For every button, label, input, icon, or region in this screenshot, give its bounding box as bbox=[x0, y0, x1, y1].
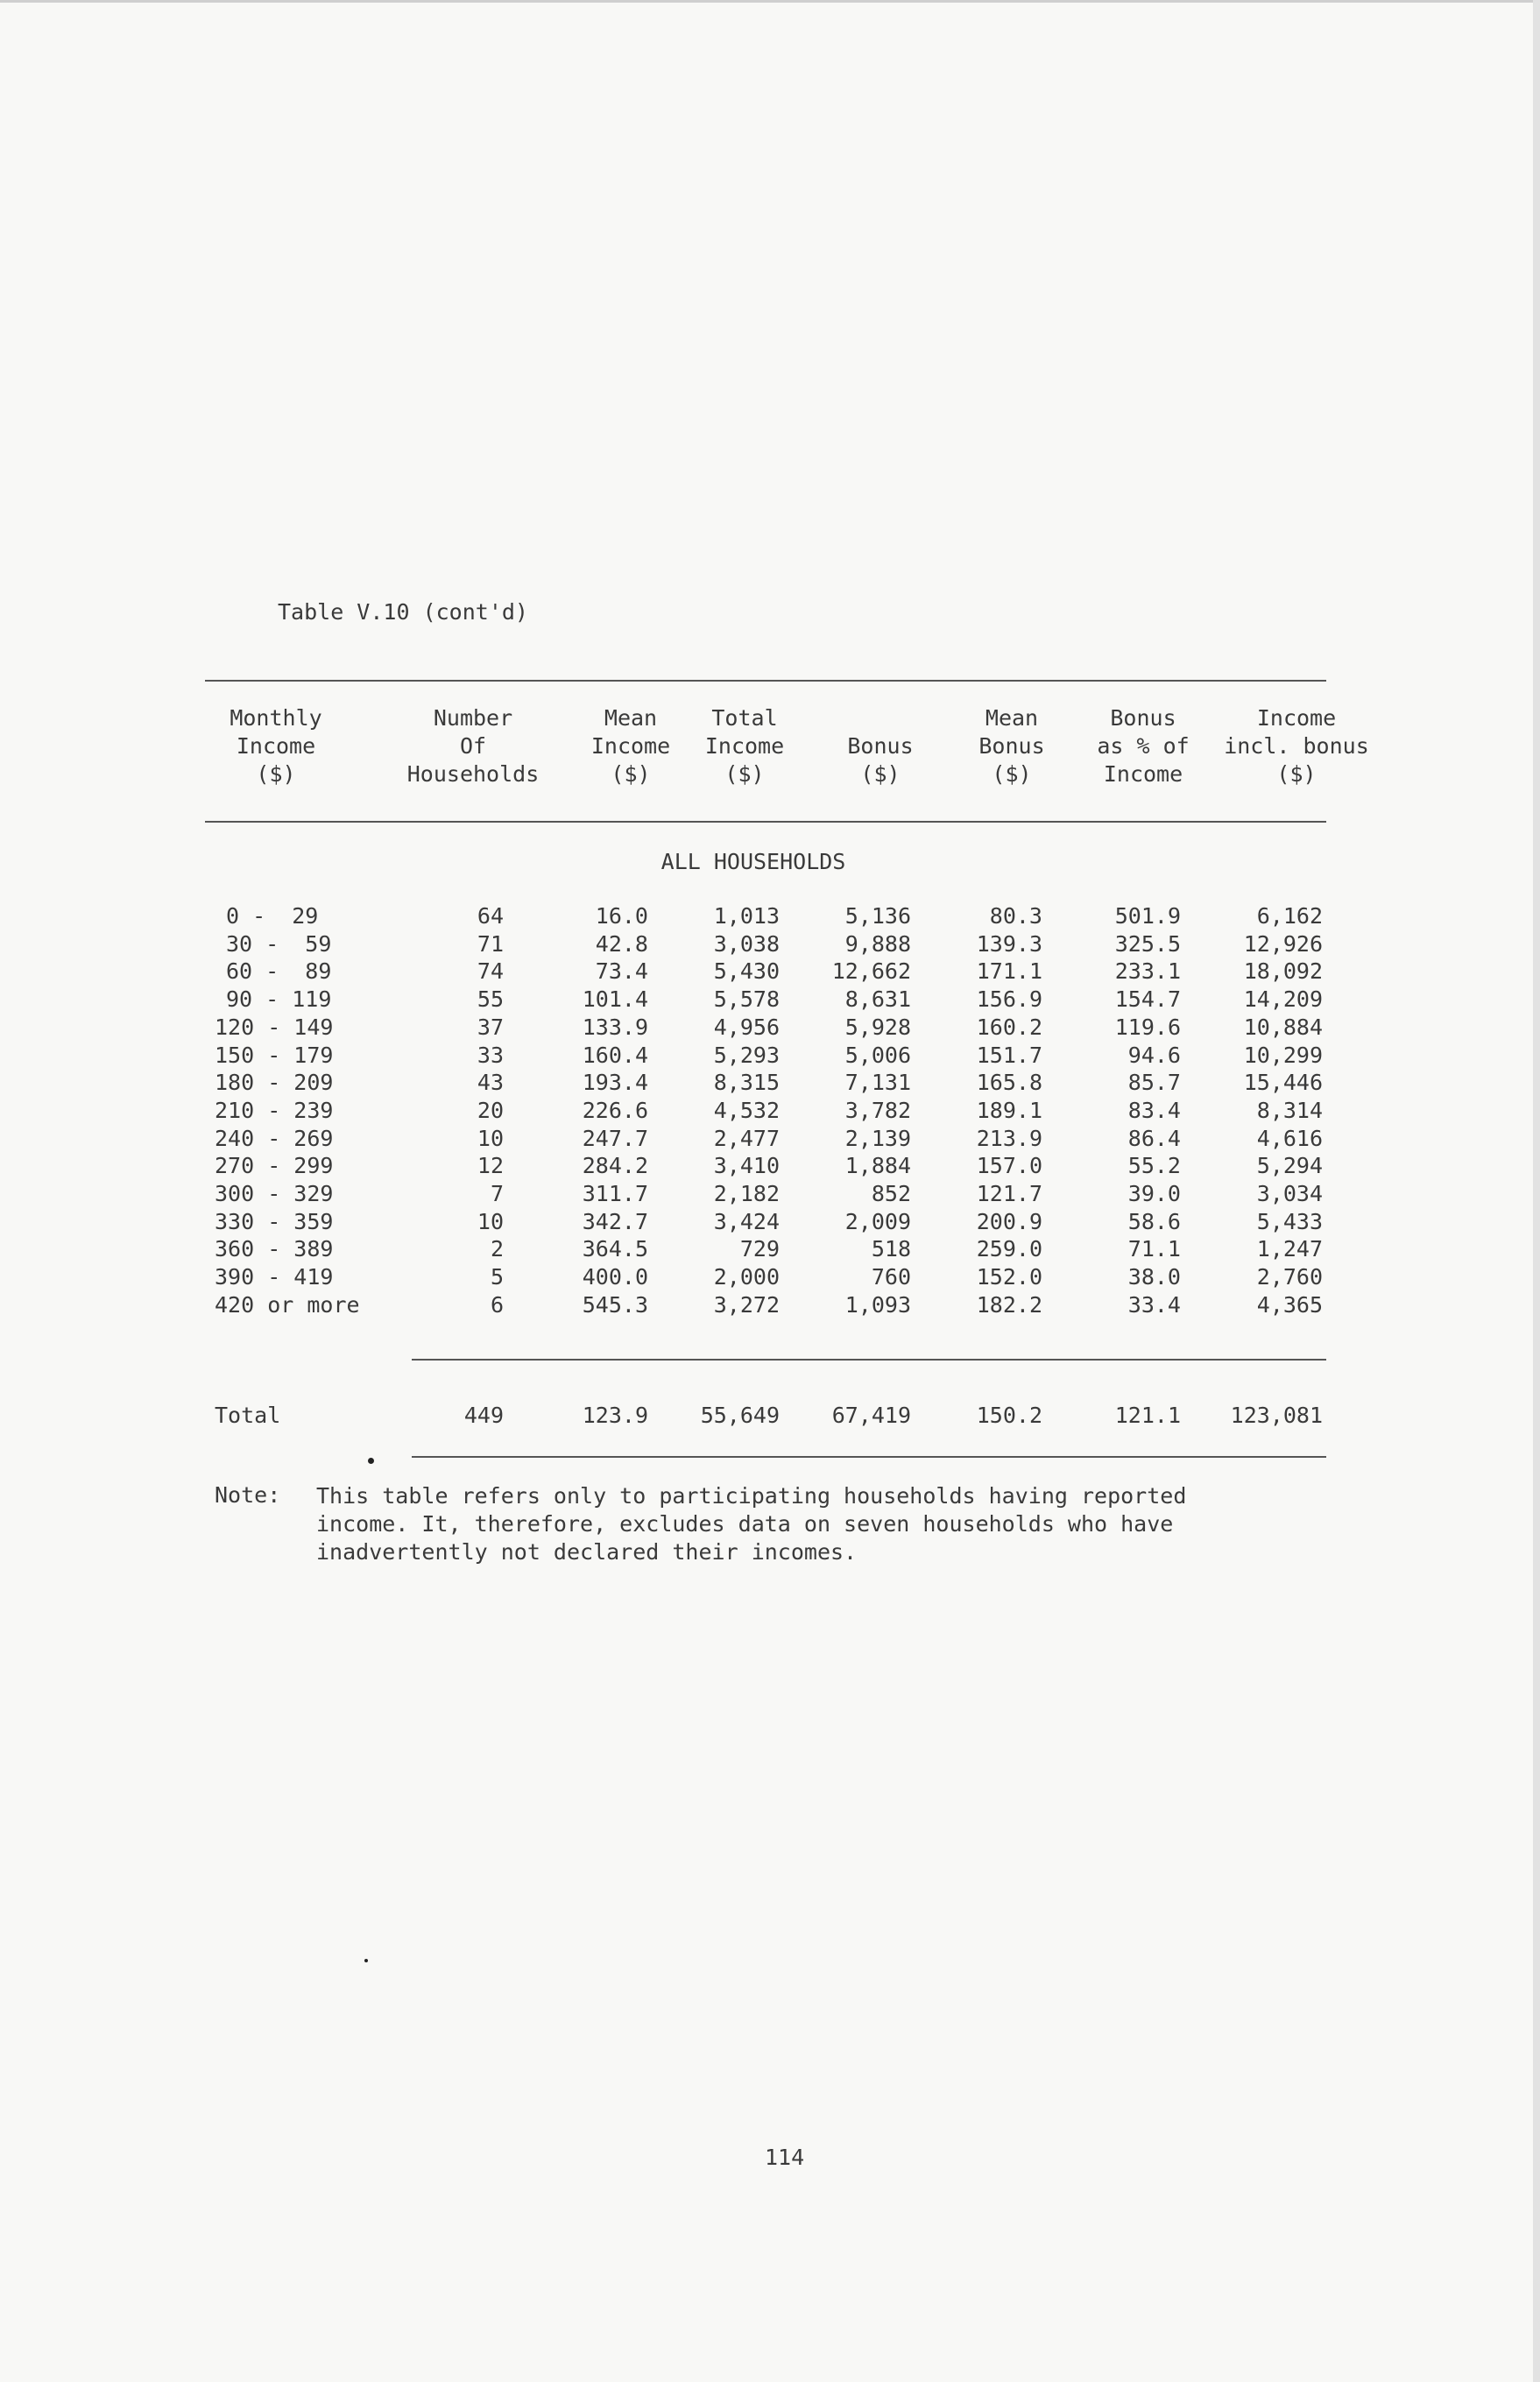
table-cell: 1,247 bbox=[1256, 1236, 1323, 1262]
income-range-cell: 90 - 119 bbox=[226, 986, 332, 1012]
table-cell: 342.7 bbox=[582, 1209, 648, 1234]
column-header: Mean bbox=[985, 705, 1039, 731]
table-cell: 139.3 bbox=[976, 931, 1042, 957]
table-cell: 16.0 bbox=[595, 903, 648, 929]
income-range-cell: 390 - 419 bbox=[215, 1264, 334, 1290]
table-cell: 3,782 bbox=[844, 1098, 911, 1123]
table-cell: 2,182 bbox=[713, 1181, 780, 1206]
table-cell: 71.1 bbox=[1127, 1236, 1181, 1262]
column-header: ($) bbox=[611, 761, 651, 787]
table-cell: 284.2 bbox=[582, 1153, 648, 1178]
column-header: as % of bbox=[1097, 733, 1190, 759]
table-cell: 10,884 bbox=[1243, 1014, 1323, 1040]
total-cell: 150.2 bbox=[976, 1403, 1042, 1428]
total-cell: 123.9 bbox=[582, 1403, 648, 1428]
income-range-cell: 270 - 299 bbox=[215, 1153, 334, 1178]
table-cell: 259.0 bbox=[976, 1236, 1042, 1262]
note-line: This table refers only to participating households having reported bbox=[316, 1483, 1187, 1509]
table-cell: 71 bbox=[477, 931, 504, 957]
total-cell: 121.1 bbox=[1114, 1403, 1181, 1428]
table-cell: 58.6 bbox=[1127, 1209, 1181, 1234]
table-cell: 5,294 bbox=[1256, 1153, 1323, 1178]
table-cell: 518 bbox=[871, 1236, 911, 1262]
table-cell: 151.7 bbox=[976, 1043, 1042, 1068]
page-right-edge bbox=[1533, 0, 1540, 2382]
column-header: ($) bbox=[992, 761, 1032, 787]
table-cell: 157.0 bbox=[976, 1153, 1042, 1178]
table-cell: 42.8 bbox=[595, 931, 648, 957]
table-cell: 2,477 bbox=[713, 1126, 780, 1151]
table-cell: 5 bbox=[490, 1264, 504, 1290]
table-cell: 160.2 bbox=[976, 1014, 1042, 1040]
table-cell: 38.0 bbox=[1127, 1264, 1181, 1290]
table-cell: 8,315 bbox=[713, 1070, 780, 1095]
table-cell: 10 bbox=[477, 1126, 504, 1151]
column-header: ($) bbox=[1276, 761, 1317, 787]
income-range-cell: 150 - 179 bbox=[215, 1043, 334, 1068]
column-header: Bonus bbox=[978, 733, 1045, 759]
table-cell: 12 bbox=[477, 1153, 504, 1178]
note-line: income. It, therefore, excludes data on seven households who have bbox=[316, 1511, 1174, 1537]
table-cell: 1,884 bbox=[844, 1153, 911, 1178]
table-cell: 325.5 bbox=[1114, 931, 1181, 957]
income-range-cell: 210 - 239 bbox=[215, 1098, 334, 1123]
income-range-cell: 180 - 209 bbox=[215, 1070, 334, 1095]
table-cell: 5,578 bbox=[713, 986, 780, 1012]
column-header: Income bbox=[704, 733, 785, 759]
table-cell: 233.1 bbox=[1114, 958, 1181, 984]
column-header: Number bbox=[433, 705, 513, 731]
table-cell: 43 bbox=[477, 1070, 504, 1095]
table-cell: 18,092 bbox=[1243, 958, 1323, 984]
table-cell: 33.4 bbox=[1127, 1292, 1181, 1318]
table-cell: 852 bbox=[871, 1181, 911, 1206]
table-cell: 55.2 bbox=[1127, 1153, 1181, 1178]
table-cell: 86.4 bbox=[1127, 1126, 1181, 1151]
table-cell: 7,131 bbox=[844, 1070, 911, 1095]
table-cell: 311.7 bbox=[582, 1181, 648, 1206]
column-header: ($) bbox=[724, 761, 765, 787]
column-header: Bonus bbox=[847, 733, 914, 759]
total-cell: 449 bbox=[463, 1403, 504, 1428]
table-cell: 152.0 bbox=[976, 1264, 1042, 1290]
column-header: Total bbox=[711, 705, 778, 731]
table-cell: 12,662 bbox=[831, 958, 911, 984]
income-range-cell: 420 or more bbox=[215, 1292, 360, 1318]
table-cell: 156.9 bbox=[976, 986, 1042, 1012]
table-cell: 3,424 bbox=[713, 1209, 780, 1234]
income-range-cell: 0 - 29 bbox=[226, 903, 319, 929]
table-cell: 501.9 bbox=[1114, 903, 1181, 929]
column-header: Income bbox=[1256, 705, 1337, 731]
column-header: incl. bonus bbox=[1224, 733, 1369, 759]
column-header: Households bbox=[406, 761, 540, 787]
total-cell: 55,649 bbox=[700, 1403, 780, 1428]
table-cell: 5,293 bbox=[713, 1043, 780, 1068]
table-cell: 2,009 bbox=[844, 1209, 911, 1234]
note-label: Note: bbox=[215, 1482, 281, 1508]
table-cell: 3,272 bbox=[713, 1292, 780, 1318]
table-cell: 5,430 bbox=[713, 958, 780, 984]
table-cell: 213.9 bbox=[976, 1126, 1042, 1151]
table-cell: 55 bbox=[477, 986, 504, 1012]
table-cell: 2,139 bbox=[844, 1126, 911, 1151]
table-cell: 5,928 bbox=[844, 1014, 911, 1040]
total-bottom-rule bbox=[412, 1456, 1326, 1458]
column-header: Bonus bbox=[1110, 705, 1176, 731]
table-cell: 85.7 bbox=[1127, 1070, 1181, 1095]
table-cell: 154.7 bbox=[1114, 986, 1181, 1012]
top-rule bbox=[205, 680, 1326, 682]
table-cell: 5,136 bbox=[844, 903, 911, 929]
table-cell: 5,006 bbox=[844, 1043, 911, 1068]
table-cell: 10,299 bbox=[1243, 1043, 1323, 1068]
table-cell: 39.0 bbox=[1127, 1181, 1181, 1206]
column-header: ($) bbox=[860, 761, 901, 787]
table-cell: 6,162 bbox=[1256, 903, 1323, 929]
table-cell: 247.7 bbox=[582, 1126, 648, 1151]
table-cell: 74 bbox=[477, 958, 504, 984]
income-range-cell: 30 - 59 bbox=[226, 931, 332, 957]
total-cell: 123,081 bbox=[1230, 1403, 1323, 1428]
table-cell: 5,433 bbox=[1256, 1209, 1323, 1234]
table-cell: 121.7 bbox=[976, 1181, 1042, 1206]
table-cell: 64 bbox=[477, 903, 504, 929]
table-cell: 165.8 bbox=[976, 1070, 1042, 1095]
table-cell: 160.4 bbox=[582, 1043, 648, 1068]
total-top-rule bbox=[412, 1359, 1326, 1361]
table-cell: 83.4 bbox=[1127, 1098, 1181, 1123]
page-top-edge bbox=[0, 0, 1540, 3]
table-cell: 73.4 bbox=[595, 958, 648, 984]
table-cell: 8,631 bbox=[844, 986, 911, 1012]
column-header: Income bbox=[1103, 761, 1183, 787]
table-cell: 1,093 bbox=[844, 1292, 911, 1318]
note-line: inadvertently not declared their incomes. bbox=[316, 1539, 858, 1565]
income-range-cell: 360 - 389 bbox=[215, 1236, 334, 1262]
table-cell: 3,034 bbox=[1256, 1181, 1323, 1206]
table-cell: 3,038 bbox=[713, 931, 780, 957]
table-cell: 119.6 bbox=[1114, 1014, 1181, 1040]
income-range-cell: 60 - 89 bbox=[226, 958, 332, 984]
column-header: Income bbox=[590, 733, 671, 759]
income-range-cell: 330 - 359 bbox=[215, 1209, 334, 1234]
table-cell: 1,013 bbox=[713, 903, 780, 929]
table-cell: 6 bbox=[490, 1292, 504, 1318]
table-cell: 4,956 bbox=[713, 1014, 780, 1040]
section-label: ALL HOUSEHOLDS bbox=[661, 849, 846, 874]
table-cell: 2,760 bbox=[1256, 1264, 1323, 1290]
table-cell: 182.2 bbox=[976, 1292, 1042, 1318]
table-cell: 37 bbox=[477, 1014, 504, 1040]
table-cell: 101.4 bbox=[582, 986, 648, 1012]
table-cell: 189.1 bbox=[976, 1098, 1042, 1123]
page-number: 114 bbox=[765, 2145, 805, 2170]
table-cell: 7 bbox=[490, 1181, 504, 1206]
income-range-cell: 300 - 329 bbox=[215, 1181, 334, 1206]
table-cell: 193.4 bbox=[582, 1070, 648, 1095]
column-header: ($) bbox=[256, 761, 296, 787]
column-header: Monthly bbox=[230, 705, 322, 731]
table-cell: 200.9 bbox=[976, 1209, 1042, 1234]
table-cell: 760 bbox=[871, 1264, 911, 1290]
table-cell: 14,209 bbox=[1243, 986, 1323, 1012]
column-header: Mean bbox=[604, 705, 658, 731]
column-header: Of bbox=[459, 733, 487, 759]
table-cell: 364.5 bbox=[582, 1236, 648, 1262]
income-range-cell: 120 - 149 bbox=[215, 1014, 334, 1040]
table-cell: 2 bbox=[490, 1236, 504, 1262]
table-cell: 171.1 bbox=[976, 958, 1042, 984]
table-cell: 729 bbox=[739, 1236, 780, 1262]
table-cell: 3,410 bbox=[713, 1153, 780, 1178]
table-cell: 10 bbox=[477, 1209, 504, 1234]
table-cell: 4,532 bbox=[713, 1098, 780, 1123]
table-cell: 12,926 bbox=[1243, 931, 1323, 957]
table-title: Table V.10 (cont'd) bbox=[278, 599, 528, 625]
table-cell: 400.0 bbox=[582, 1264, 648, 1290]
table-cell: 545.3 bbox=[582, 1292, 648, 1318]
table-cell: 9,888 bbox=[844, 931, 911, 957]
table-cell: 80.3 bbox=[989, 903, 1042, 929]
table-cell: 2,000 bbox=[713, 1264, 780, 1290]
header-rule bbox=[205, 821, 1326, 823]
table-cell: 20 bbox=[477, 1098, 504, 1123]
table-cell: 33 bbox=[477, 1043, 504, 1068]
table-cell: 226.6 bbox=[582, 1098, 648, 1123]
table-cell: 8,314 bbox=[1256, 1098, 1323, 1123]
table-cell: 4,365 bbox=[1256, 1292, 1323, 1318]
column-header: Income bbox=[236, 733, 316, 759]
stray-dot bbox=[368, 1458, 374, 1464]
income-range-cell: 240 - 269 bbox=[215, 1126, 334, 1151]
table-cell: 4,616 bbox=[1256, 1126, 1323, 1151]
table-cell: 94.6 bbox=[1127, 1043, 1181, 1068]
table-cell: 133.9 bbox=[582, 1014, 648, 1040]
total-label: Total bbox=[215, 1403, 281, 1428]
table-cell: 15,446 bbox=[1243, 1070, 1323, 1095]
stray-dot bbox=[364, 1959, 368, 1962]
total-cell: 67,419 bbox=[831, 1403, 911, 1428]
